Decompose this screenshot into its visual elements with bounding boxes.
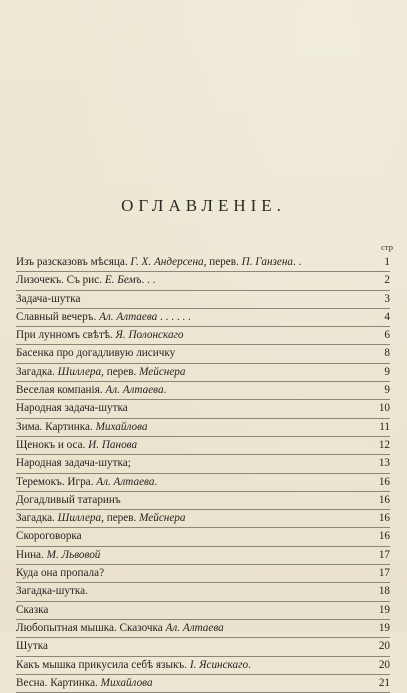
toc-entry (16, 327, 390, 345)
toc-entry-text: При лунномъ свѣтѣ. (16, 329, 116, 342)
toc-entry-page-number: 20 (378, 640, 390, 653)
toc-entry-author: Михайлова (95, 420, 148, 433)
toc-entry-title (16, 528, 82, 545)
toc-entry (16, 565, 390, 583)
toc-entry-page-number: 11 (379, 420, 390, 433)
toc-entry-page-number: 9 (384, 384, 390, 397)
toc-entry-text: Веселая компанія. (16, 384, 106, 397)
toc-entry-text: , перев. (203, 256, 242, 268)
toc-entry (16, 602, 390, 620)
toc-entry-text: Какъ мышка прикусила себѣ языкъ. (16, 658, 190, 671)
toc-entry-page-number: 16 (378, 512, 390, 525)
toc-entry-text: Изъ разсказовъ мѣсяца. (16, 256, 131, 268)
toc-entry-title (16, 620, 224, 637)
toc-entry-page-number: 1 (384, 256, 390, 268)
toc-entry-page-number: 19 (378, 603, 390, 616)
toc-entry-text: Лизочекъ. Съ рис. (16, 274, 105, 287)
toc-entry (16, 291, 390, 309)
toc-entry-title (16, 657, 251, 674)
toc-entry-page-number: 6 (384, 329, 390, 342)
toc-entry-page-number: 10 (378, 402, 390, 415)
toc-entry-text: Щенокъ и оса. (16, 438, 89, 451)
toc-entry-author: М. Львовой (46, 548, 101, 561)
toc-entry (16, 638, 390, 656)
toc-entry-page-number: 3 (384, 292, 390, 305)
toc-entry-page-number: 19 (378, 621, 390, 634)
toc-entry-title (16, 455, 131, 472)
toc-entry-text: Басенка про догадливую лисичку (16, 347, 176, 360)
page-column-label: стр (381, 242, 393, 252)
toc-entry-text: Народная задача-шутка (16, 402, 128, 415)
toc-entry-text: . . . (141, 274, 156, 287)
toc-entry-page-number: 16 (378, 530, 390, 543)
toc-entry-title (16, 254, 301, 271)
toc-entry-text: Скороговорка (16, 530, 82, 543)
toc-entry-title (16, 382, 166, 399)
toc-entry-author: Ал. Алтаева (99, 310, 158, 323)
toc-entry-author: Ал. Алтаева (96, 475, 155, 488)
toc-entry-title (16, 510, 185, 527)
toc-entry-text: . . . . . . (157, 310, 191, 323)
toc-entry (16, 382, 390, 400)
toc-entry-text: Сказка (16, 603, 49, 616)
toc-entry (16, 345, 390, 363)
toc-entry-page-number: 13 (378, 457, 390, 470)
toc-entry-text: Загадка. (16, 365, 58, 378)
toc-entry-title (16, 437, 137, 454)
toc-entry-author: Мейснера (139, 365, 186, 378)
toc-entry (16, 419, 390, 437)
toc-entry-text: . (248, 658, 251, 671)
toc-entry (16, 400, 390, 418)
toc-entry (16, 620, 390, 638)
toc-entry-author: Шиллера (57, 365, 102, 378)
toc-entry (16, 272, 390, 290)
toc-entry-title (16, 400, 128, 417)
toc-entry-text: . (154, 475, 158, 488)
toc-entry-author: Я. Полонскаго (115, 329, 184, 342)
toc-entry-text: , перев. (101, 365, 140, 378)
toc-entry-author: И. Панова (88, 438, 138, 451)
toc-entry-title (16, 547, 100, 564)
toc-entry-text: Загадка. (16, 512, 58, 525)
toc-entry-page-number: 16 (378, 475, 390, 488)
toc-entry-title (16, 474, 157, 491)
toc-entry (16, 309, 390, 327)
toc-entry-title (16, 419, 147, 436)
toc-entry-title (16, 565, 104, 582)
toc-entry (16, 492, 390, 510)
toc-entry-text: Любопытная мышка. Сказочка (16, 621, 166, 634)
toc-entry-author: Шиллера (57, 512, 102, 525)
page-title: ОГЛАВЛЕНІЕ. (121, 196, 286, 215)
toc-entry-text: Весна. Картинка. (16, 676, 101, 689)
toc-entry (16, 583, 390, 601)
toc-entry-page-number: 20 (378, 658, 390, 671)
toc-entry-author: П. Ганзена (241, 256, 294, 268)
toc-entry-author: Г. Х. Андерсена (130, 256, 204, 268)
toc-entry-title (16, 602, 48, 619)
toc-entry-page-number: 8 (384, 347, 390, 360)
toc-entry-author: Ал. Алтаева (165, 621, 224, 634)
toc-entry-text: Народная задача-шутка; (16, 457, 131, 470)
toc-entry-title (16, 638, 48, 655)
toc-entry-title (16, 583, 88, 600)
toc-entry (16, 528, 390, 546)
toc-entry-text: Шутка (16, 640, 48, 653)
toc-entry-title (16, 364, 185, 381)
toc-entry-title (16, 291, 80, 308)
toc-entry (16, 547, 390, 565)
toc-entry (16, 437, 390, 455)
toc-entry-title (16, 272, 155, 289)
toc-entry (16, 364, 390, 382)
toc-entry-author: Е. Бемъ (104, 274, 142, 287)
toc-entry (16, 657, 390, 675)
toc-entry (16, 675, 390, 693)
toc-entry-text: . (163, 384, 167, 397)
toc-entry (16, 474, 390, 492)
toc-entry-text: Нина. (16, 548, 47, 561)
toc-entry-title (16, 345, 175, 362)
toc-entry-title (16, 309, 191, 326)
toc-entry-author: I. Ясинскаго (189, 658, 249, 671)
toc-entry-page-number: 18 (378, 585, 390, 598)
toc-entry-title (16, 327, 184, 344)
toc-entry-author: Михайлова (100, 676, 153, 689)
toc-entry-page-number: 4 (384, 310, 390, 323)
toc-entry (16, 455, 390, 473)
toc-entry-page-number: 9 (384, 365, 390, 378)
toc-entry-author: Ал. Алтаева (105, 384, 164, 397)
toc-entry-text: . . (293, 256, 302, 268)
toc-entry-text: Зима. Картинка. (16, 420, 96, 433)
toc-entry-text: Куда она пропала? (16, 567, 105, 580)
toc-entry-text: Загадка-шутка. (16, 585, 88, 598)
toc-entry-text: Задача-шутка (16, 292, 81, 305)
toc-entry-page-number: 2 (384, 274, 390, 287)
toc-entry-author: Мейснера (139, 512, 186, 525)
toc-entry-text: Славный вечеръ. (16, 310, 100, 323)
toc-entry-page-number: 17 (378, 548, 390, 561)
toc-entry-title (16, 492, 121, 509)
toc-entry-page-number: 21 (378, 676, 390, 689)
toc-entry-text: Догадливый татаринъ (16, 493, 121, 506)
toc-entry-page-number: 16 (378, 493, 390, 506)
toc-entry-title (16, 675, 153, 692)
toc-entry-page-number: 12 (378, 438, 390, 451)
toc-entry (16, 254, 390, 272)
toc-entry-text: , перев. (101, 512, 140, 525)
table-of-contents (16, 254, 390, 693)
toc-entry (16, 510, 390, 528)
toc-entry-page-number: 17 (378, 567, 390, 580)
toc-entry-text: Теремокъ. Игра. (16, 475, 97, 488)
